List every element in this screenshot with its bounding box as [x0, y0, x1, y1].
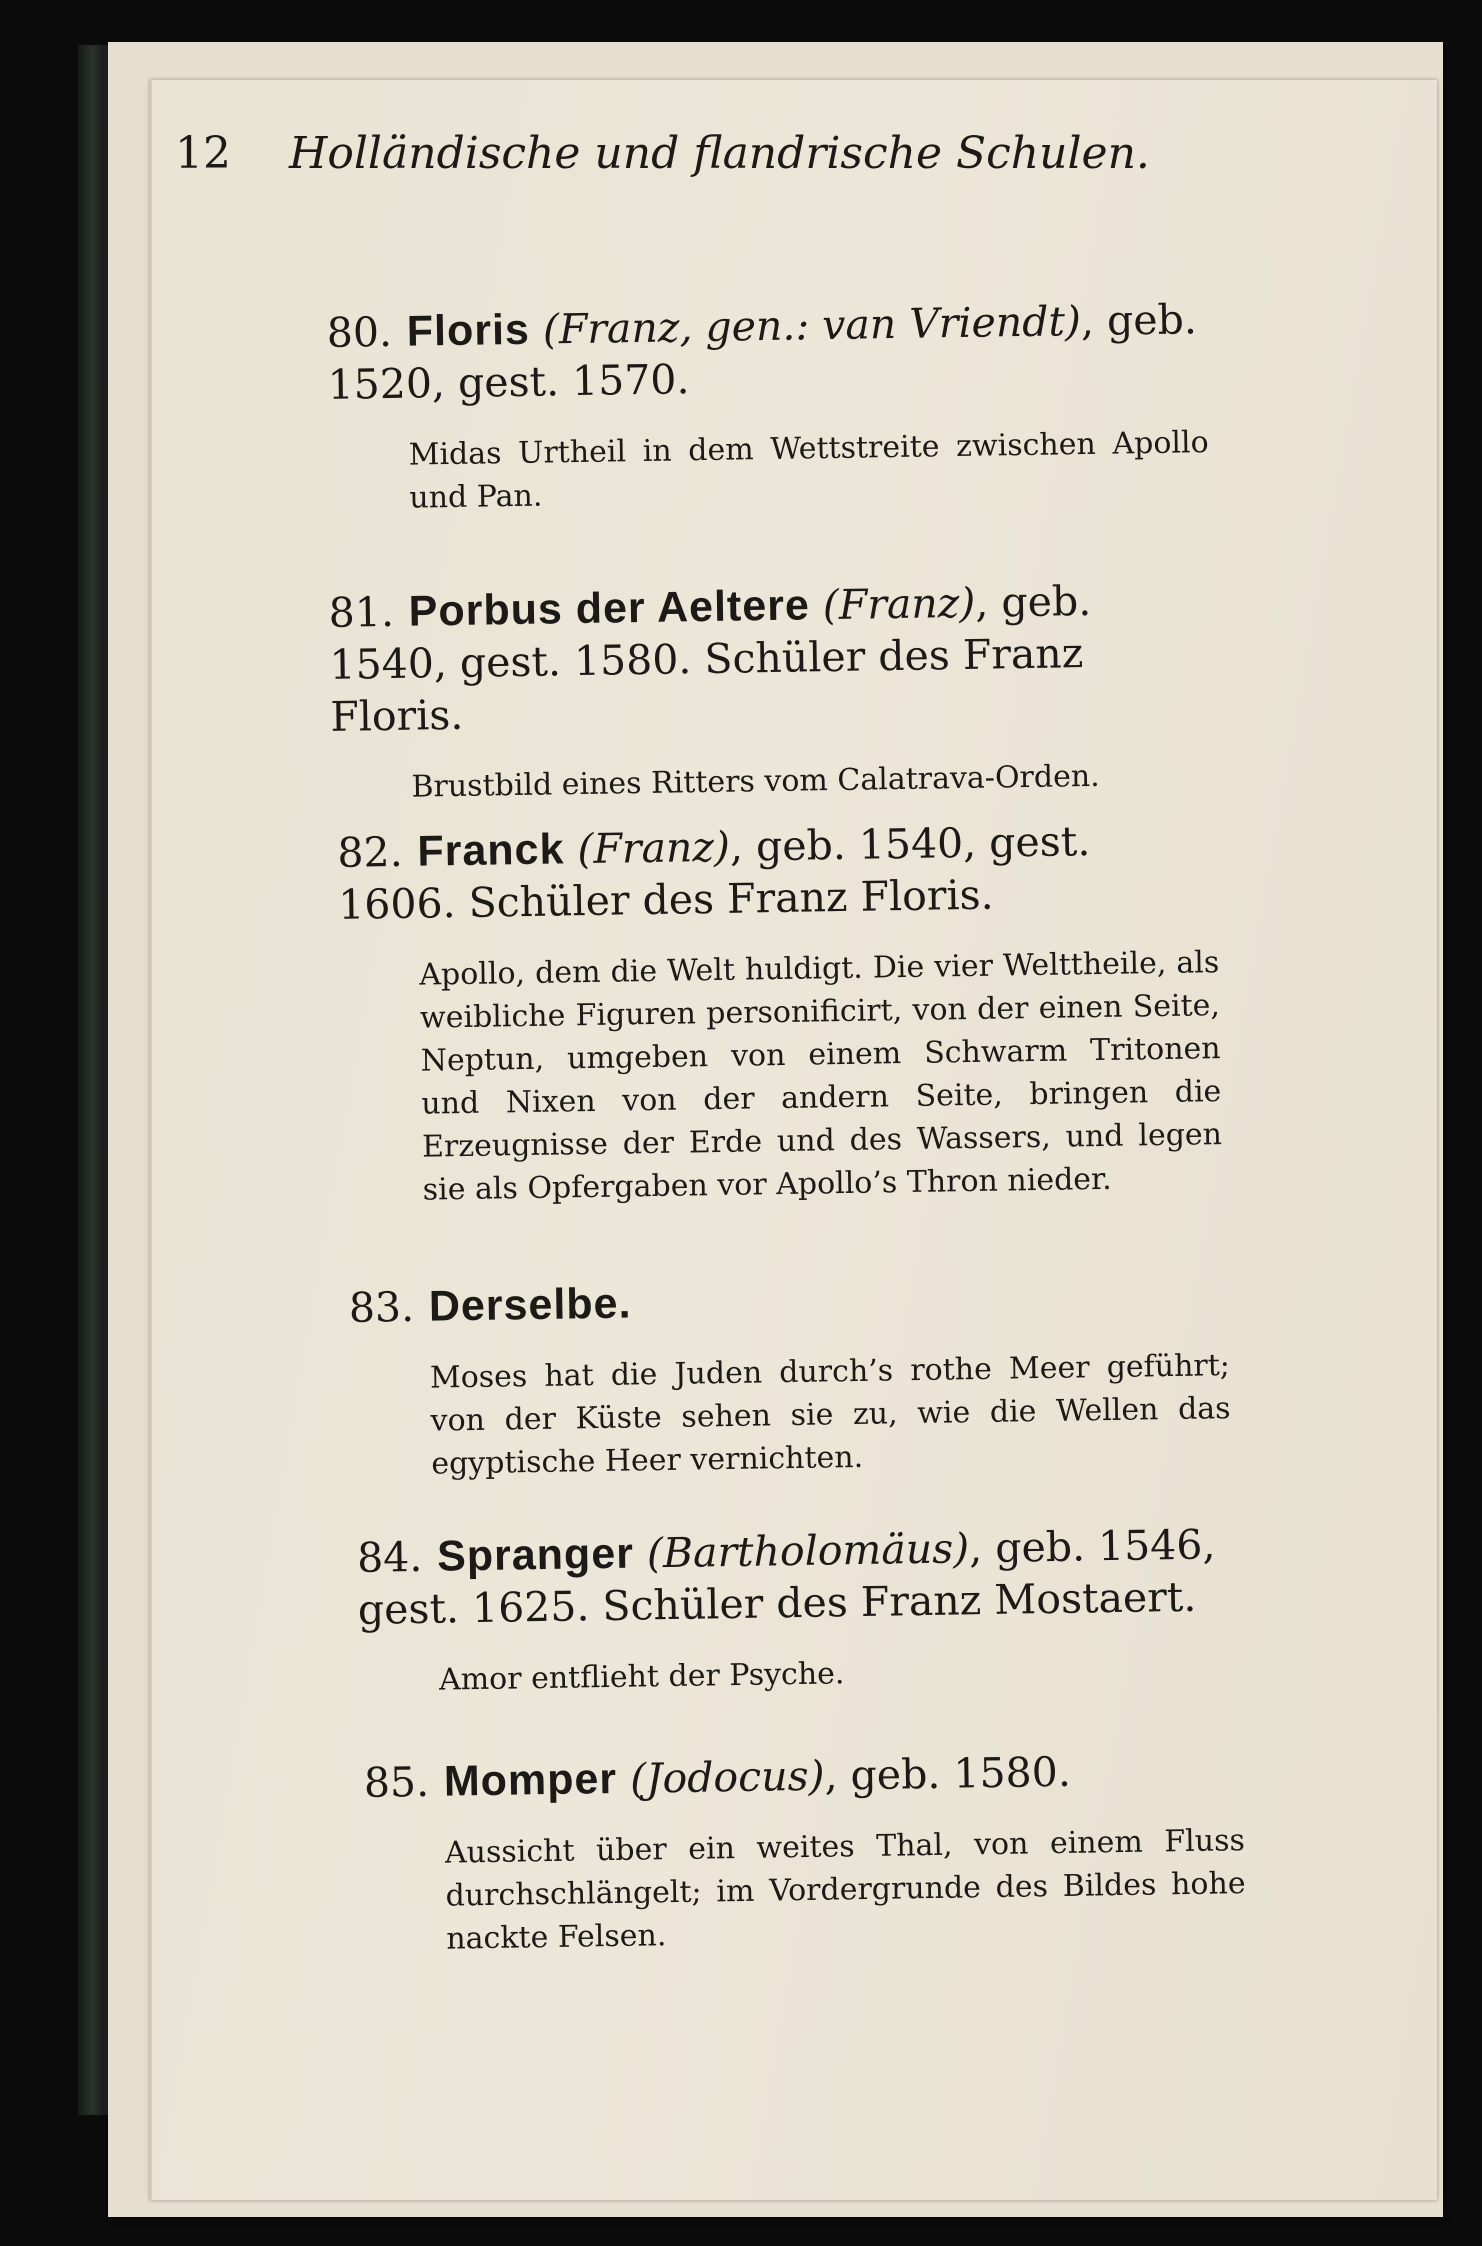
artist-name: Franck	[417, 825, 565, 876]
entry-number: 82.	[337, 827, 404, 877]
catalog-entry	[328, 573, 1211, 810]
entry-number: 85.	[363, 1757, 430, 1807]
catalog-entry	[357, 1518, 1240, 1703]
artist-forename: (Franz, gen.: van Vriendt)	[542, 297, 1082, 354]
artist-name: Porbus der Aeltere	[408, 581, 811, 636]
artist-name: Floris	[406, 305, 531, 356]
running-head	[175, 128, 1150, 179]
entry-heading	[363, 1743, 1244, 1809]
artist-forename: (Jodocus)	[629, 1751, 825, 1803]
entry-number: 83.	[348, 1282, 415, 1332]
artist-forename: (Bartholomäus)	[646, 1524, 970, 1578]
painting-description: Amor entflieht der Psyche.	[438, 1656, 845, 1698]
artist-dates: , geb. 1546, gest. 1625. Schüler des Franz Mostaert.	[357, 1520, 1216, 1634]
painting-description: Moses hat die Juden durch’s rothe Meer geführt; von der Küste sehen sie zu, wie die Wellen das egyptische Heer vernichten.	[429, 1348, 1231, 1482]
painting-description: Aussicht über ein weites Thal, von einem Fluss durchschlängelt; im Vordergrunde des Bildes hohe nackte Felsen.	[444, 1823, 1246, 1957]
artist-name: Derselbe.	[428, 1279, 632, 1331]
artist-forename: (Franz)	[822, 578, 976, 630]
catalog-entry	[337, 813, 1223, 1213]
entry-heading	[326, 293, 1208, 411]
entry-number: 80.	[326, 307, 393, 357]
entry-number: 84.	[356, 1532, 423, 1582]
entry-heading	[337, 813, 1219, 931]
painting-description: Brustbild eines Ritters vom Calatrava-Orden.	[411, 758, 1100, 805]
artist-dates: , geb. 1580.	[824, 1747, 1072, 1800]
catalog-entry	[348, 1268, 1231, 1487]
artist-dates: , geb. 1540, gest. 1606. Schüler des Franz Floris.	[337, 817, 1091, 929]
entry-number: 81.	[328, 587, 395, 637]
painting-description: Apollo, dem die Welt huldigt. Die vier Welttheile, als weibliche Figuren personificirt, von der einen Seite, Neptun, umgeben von einem Schwarm Tritonen und Nixen von der andern Seite, bringen die Erzeugnisse der Erde und des Wassers, und legen sie als Opfergaben vor Apollo’s Thron nieder.	[419, 945, 1223, 1208]
artist-name: Spranger	[436, 1529, 635, 1581]
entry-heading	[357, 1518, 1239, 1636]
artist-name: Momper	[443, 1754, 618, 1806]
entry-heading	[328, 573, 1210, 743]
page-title: Holländische und flandrische Schulen.	[289, 128, 1150, 179]
artist-dates: , geb. 1520, gest. 1570.	[327, 295, 1198, 409]
artist-dates: , geb. 1540, gest. 1580. Schüler des Franz Floris.	[329, 576, 1092, 741]
catalog-entry	[363, 1743, 1246, 1962]
artist-forename: (Franz)	[577, 822, 731, 874]
catalog-entry	[326, 293, 1209, 521]
painting-description: Midas Urtheil in dem Wettstreite zwischen Apollo und Pan.	[408, 425, 1209, 516]
page-number: 12	[175, 128, 231, 179]
entry-heading	[348, 1268, 1229, 1334]
